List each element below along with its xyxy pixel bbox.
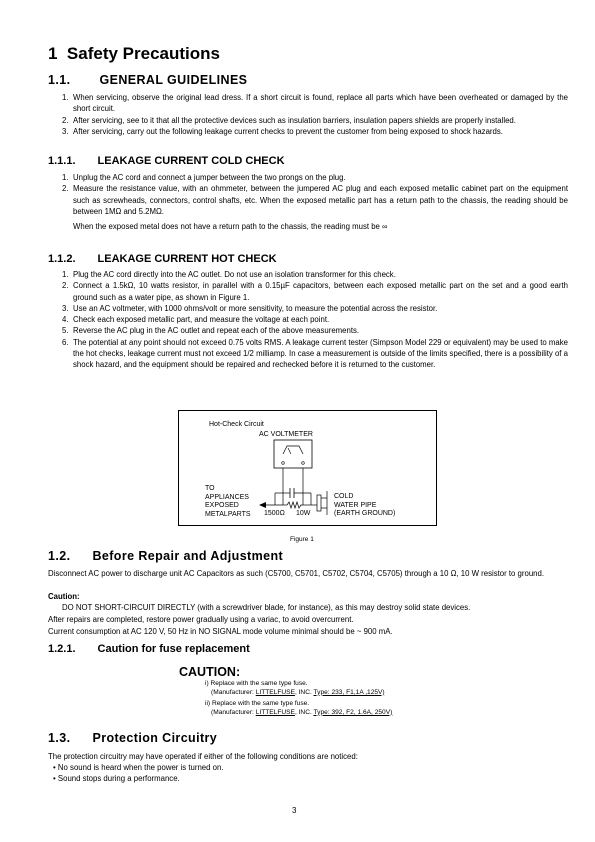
item-number: 1.	[62, 93, 69, 102]
section-number: 1.1.	[48, 73, 71, 87]
item-text: Reverse the AC plug in the AC outlet and repeat each of the above measurements.	[73, 326, 360, 336]
item-number: 2.	[62, 184, 69, 194]
cold-check-list	[62, 172, 568, 217]
list-item	[62, 280, 568, 303]
item-text: When servicing, observe the original lead dress. If a short circuit is found, replace all parts which have been overheated or damaged by the short circuit.	[73, 93, 568, 114]
page-number: 3	[292, 806, 297, 815]
section-heading-1-2-1	[48, 643, 250, 655]
label-line: COLD	[334, 493, 354, 500]
resistor-icon	[287, 502, 303, 508]
item-number: 4.	[62, 315, 69, 325]
item-number: 2.	[62, 115, 69, 125]
section-heading-1-1-1	[48, 155, 285, 167]
entry-mid: , INC.	[294, 708, 314, 716]
list-item	[62, 325, 568, 336]
item-number: 5.	[62, 326, 69, 336]
repair-paragraph-3: Current consumption at AC 120 V, 50 Hz in NO SIGNAL mode volume minimal should be ~ 900 mA.	[48, 627, 393, 636]
entry-numeral: ii)	[205, 700, 211, 707]
fuse-type: Type: 233, F1,1A ,125V)	[313, 688, 385, 696]
section-heading-1-1-2	[48, 253, 277, 265]
protection-bullet: • No sound is heard when the power is turned on.	[53, 763, 224, 772]
item-text: Unplug the AC cord and connect a jumper between the two prongs on the plug.	[73, 173, 346, 182]
general-guidelines-list	[62, 92, 568, 137]
item-text: After servicing, carry out the following leakage current checks to prevent the customer from being exposed to shock hazards.	[73, 126, 503, 136]
entry-prefix: (Manufacturer:	[211, 688, 256, 696]
fuse-entry	[205, 680, 385, 697]
section-title: Before Repair and Adjustment	[92, 549, 284, 563]
fuse-entry	[205, 700, 392, 717]
entry-mid: , INC.	[294, 688, 314, 696]
label-line: METALPARTS	[205, 510, 251, 518]
section-heading-1-1	[48, 73, 247, 87]
list-item	[62, 183, 568, 217]
protection-intro: The protection circuitry may have operated if either of the following conditions are noticed:	[48, 752, 358, 761]
water-pipe-icon	[317, 495, 321, 511]
item-number: 1.	[62, 173, 69, 182]
voltmeter-label: AC VOLTMETER	[259, 431, 313, 438]
item-text: The potential at any point should not exceed 0.75 volts RMS. A leakage current tester (Simpson Model 229 or equivalent) may be used to make the hot checks, leakage current must not exceed 1/2 milliamp. In case a measurement is outside of the limits specified, there is a possibility of a shock hazard, and the equipment should be repaired and rechecked before it is returned to the customer.	[73, 337, 568, 370]
section-heading-1-3	[48, 731, 217, 745]
item-text: Plug the AC cord directly into the AC outlet. Do not use an isolation transformer for this check.	[73, 270, 396, 279]
figure-caption: Figure 1	[290, 536, 314, 543]
entry-line: Replace with the same type fuse.	[210, 680, 308, 687]
resistor-value: 1500Ω	[264, 510, 285, 517]
item-text: Connect a 1.5kΩ, 10 watts resistor, in parallel with a 0.15µF capacitors, between each exposed metallic part on the set and a good earth ground such as a water pipe, as shown in Figure 1.	[73, 281, 568, 302]
resistor-watts: 10W	[296, 510, 311, 517]
section-number: 1.2.1.	[48, 643, 76, 655]
manufacturer-name: LITTELFUSE	[255, 708, 295, 716]
fuse-caution-title: CAUTION:	[179, 665, 241, 679]
list-item	[62, 269, 568, 280]
label-line: (EARTH GROUND)	[334, 510, 396, 517]
list-item	[62, 314, 568, 325]
list-item	[62, 92, 568, 115]
appliances-label	[205, 485, 251, 519]
section-number: 1.2.	[48, 549, 71, 563]
item-text: After servicing, see to it that all the protective devices such as insulation barriers, insulation papers shields are properly installed.	[73, 115, 516, 125]
caution-label: Caution:	[48, 592, 80, 601]
label-line: EXPOSED	[205, 502, 239, 509]
title-text: Safety Precautions	[66, 44, 220, 63]
section-title: LEAKAGE CURRENT COLD CHECK	[97, 155, 285, 167]
item-number: 3.	[62, 126, 69, 136]
section-title: Caution for fuse replacement	[97, 643, 250, 655]
hot-check-list	[62, 269, 568, 371]
item-text: Measure the resistance value, with an ohmmeter, between the jumpered AC plug and each exposed metallic cabinet part on the equipment such as screwheads, connectors, control shafts, etc. When the exposed metallic part has a return path to the chassis, the reading should be between 1MΩ and 5.2MΩ.	[73, 184, 568, 216]
section-heading-1-2	[48, 549, 283, 563]
protection-bullet: • Sound stops during a performance.	[53, 774, 180, 783]
cold-check-note: When the exposed metal does not have a return path to the chassis, the reading must be ∞	[73, 222, 388, 231]
section-title: GENERAL GUIDELINES	[99, 73, 248, 87]
fuse-type: Type: 392, F2, 1.6A, 250V)	[313, 708, 393, 716]
list-item	[62, 172, 568, 183]
item-number: 1.	[62, 270, 69, 279]
section-title: Protection Circuitry	[92, 731, 218, 745]
section-number: 1.1.2.	[48, 253, 76, 265]
entry-numeral: i)	[205, 680, 209, 687]
list-item	[62, 126, 568, 137]
item-number: 6.	[62, 337, 69, 347]
item-text: Check each exposed metallic part, and measure the voltage at each point.	[73, 315, 330, 325]
repair-paragraph-2: After repairs are completed, restore power gradually using a variac, to avoid overcurrent.	[48, 615, 354, 624]
title-number: 1	[48, 44, 58, 63]
section-title: LEAKAGE CURRENT HOT CHECK	[97, 253, 277, 265]
list-item	[62, 115, 568, 126]
voltmeter-icon	[274, 440, 312, 468]
entry-prefix: (Manufacturer:	[211, 708, 256, 716]
entry-line: Replace with the same type fuse.	[211, 700, 310, 707]
label-line: WATER PIPE	[334, 501, 377, 509]
item-text: Use an AC voltmeter, with 1000 ohms/volt or more sensitivity, to measure the potential across the resistor.	[73, 303, 438, 313]
repair-paragraph-1: Disconnect AC power to discharge unit AC Capacitors as such (C5700, C5701, C5702, C5704, C5705) through a 10 Ω, 10 W resistor to ground.	[48, 569, 545, 578]
cold-water-pipe-label	[334, 493, 395, 519]
section-number: 1.1.1.	[48, 155, 76, 167]
item-number: 3.	[62, 303, 69, 313]
hot-check-circuit-figure	[178, 410, 437, 526]
page-title	[48, 44, 220, 64]
list-item	[62, 303, 568, 314]
bullet-text: Sound stops during a performance.	[57, 774, 180, 783]
label-line: TO	[205, 485, 215, 492]
figure-title: Hot-Check Circuit	[209, 421, 264, 428]
manufacturer-name: LITTELFUSE	[255, 688, 295, 696]
caution-text: DO NOT SHORT-CIRCUIT DIRECTLY (with a screwdriver blade, for instance), as this may destroy solid state devices.	[62, 603, 471, 612]
bullet-text: No sound is heard when the power is turned on.	[57, 763, 224, 772]
section-number: 1.3.	[48, 731, 71, 745]
label-line: APPLIANCES	[205, 493, 249, 501]
item-number: 2.	[62, 281, 69, 291]
list-item	[62, 337, 568, 371]
